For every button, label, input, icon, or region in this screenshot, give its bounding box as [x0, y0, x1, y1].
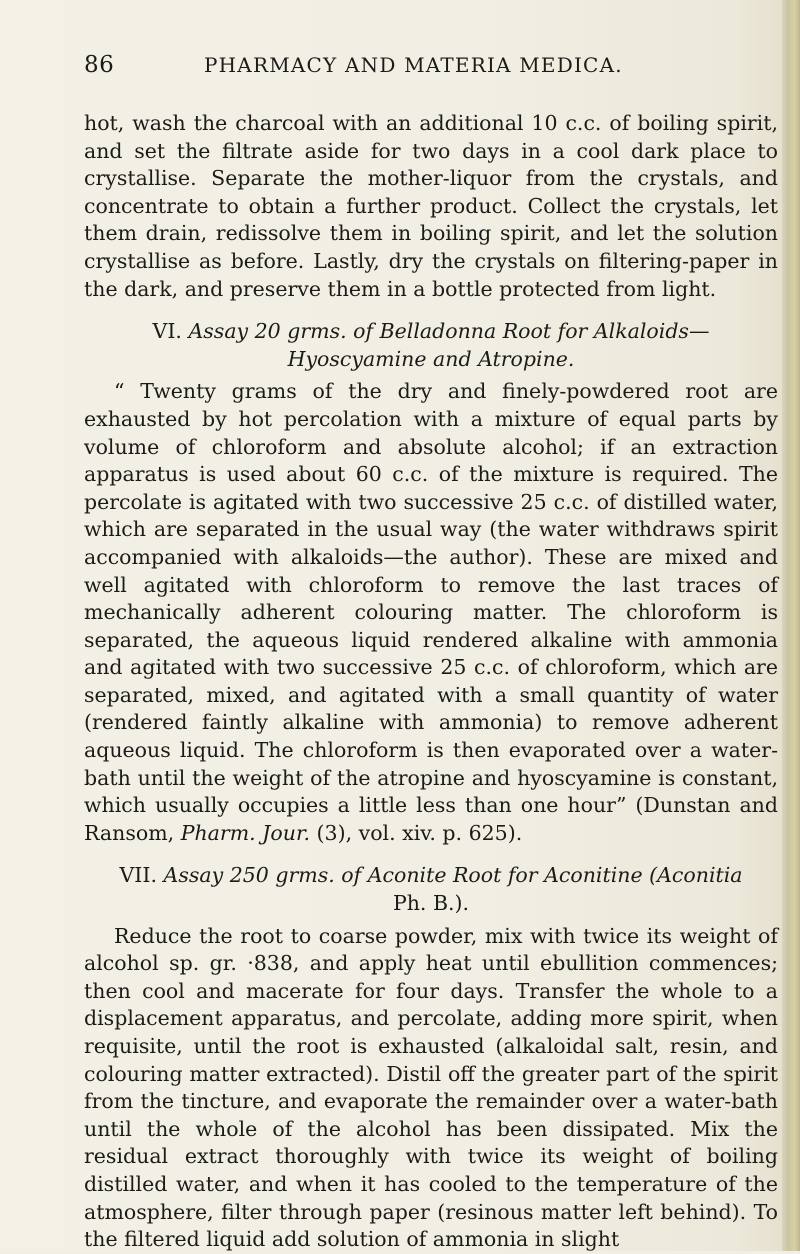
paragraph-text: “ Twenty grams of the dry and finely-powdered root are exhausted by hot percolation with a mixture of equal parts by volume of chloroform and absolute alcohol; if an extraction apparatus is used about 60 c.c. of the mixture is required. The percolate is agitated with two successive 25 c.c. of distilled water, which are separated in the usual way (the water withdraws spirit accompanied with alkaloids—the author). These are mixed and well agitated with chloroform to remove the last traces of mechanically adherent colouring matter. The chloroform is separated, the aqueous liquid rendered alkaline with ammonia and agitated with two successive 25 c.c. of chloroform, which are separated, mixed, and agitated with a small quantity of water (rendered faintly alkaline with ammonia) to remove adherent aqueous liquid. The chloroform is then evaporated over a water-bath until the weight of the atropine and hyoscyamine is constant, which usually occupies a little less than one hour” (Dunstan and Ransom,: [84, 379, 778, 845]
running-header: [84, 52, 778, 92]
running-title: PHARMACY AND MATERIA MEDICA.: [204, 53, 623, 77]
section-heading-vii: [84, 862, 778, 917]
section-subtitle-text: Ph. B.).: [392, 891, 470, 916]
page-edge: [782, 0, 800, 1251]
section-number: VII.: [119, 863, 157, 888]
paragraph-continuation: hot, wash the charcoal with an additional 10 c.c. of boiling spirit, and set the filtrate aside for two days in a cool dark place to crystallise. Separate the mother-liquor from the crystals, and concentrate to obtain a further product. Collect the crystals, let them drain, redissolve them in boiling spirit, and let the solution crystallise as before. Lastly, dry the crystals on filtering-paper in the dark, and preserve them in a bottle protected from light.: [84, 111, 778, 301]
section-heading-vii-line2: [84, 890, 778, 918]
page-content: [84, 52, 778, 1254]
page-number: 86: [84, 52, 115, 78]
journal-reference: (3), vol. xiv. p. 625).: [316, 820, 523, 845]
section-heading-vi-line1: [84, 318, 778, 346]
section-subtitle-text: Hyoscyamine and Atropine.: [287, 346, 575, 371]
section-title-text: Assay 250 grms. of Aconite Root for Aconitine (Aconitia: [163, 863, 743, 888]
section-number: VI.: [152, 319, 182, 344]
paragraph-aconite-assay: Reduce the root to coarse powder, mix with twice its weight of alcohol sp. gr. ·838, and apply heat until ebullition commences; then cool and macerate for four days. Transfer the whole to a displacement apparatus, and percolate, adding more spirit, when requisite, until the root is exhausted (alkaloidal salt, resin, and colouring matter extracted). Distil off the greater part of the spirit from the tincture, and evaporate the remainder over a water-bath until the whole of the alcohol has been dissipated. Mix the residual extract thoroughly with twice its weight of boiling distilled water, and when it has cooled to the temperature of the atmosphere, filter through paper (resinous matter left behind). To the filtered liquid add solution of ammonia in slight: [84, 923, 778, 1252]
section-title-text: Assay 20 grms. of Belladonna Root for Alkaloids—: [188, 319, 710, 344]
paragraph-belladonna-assay: [84, 378, 778, 847]
section-heading-vii-line1: [84, 862, 778, 890]
section-heading-vi-line2: [84, 346, 778, 374]
journal-title: Pharm. Jour.: [180, 820, 311, 845]
section-heading-vi: [84, 318, 778, 373]
